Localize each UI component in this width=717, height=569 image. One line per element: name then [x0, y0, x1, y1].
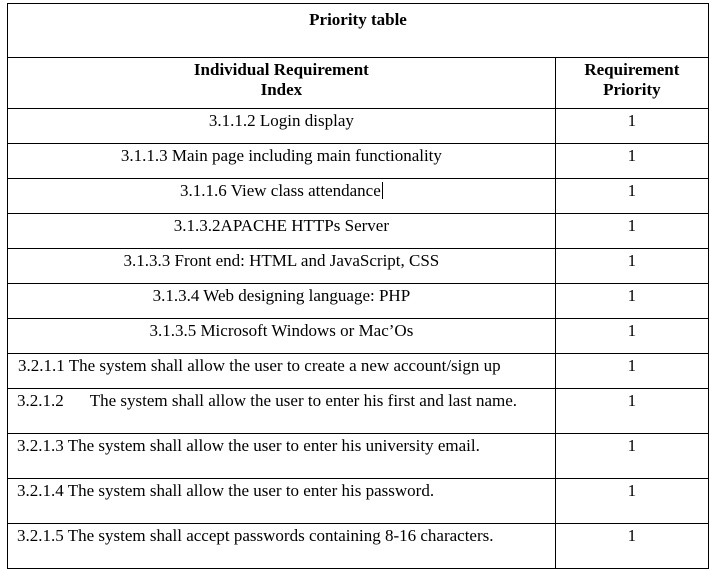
requirement-index-text: 3.1.1.6 View class attendance	[180, 181, 381, 200]
requirement-index-number: 3.2.1.2	[17, 391, 64, 410]
requirement-index-cell: 3.1.3.5 Microsoft Windows or Mac’Os	[8, 319, 556, 354]
priority-cell: 1	[555, 144, 708, 179]
header-requirement-priority	[555, 58, 708, 109]
header-requirement-index	[8, 58, 556, 109]
table-row	[8, 389, 709, 434]
priority-cell: 1	[555, 479, 708, 524]
requirement-index-cell: 3.2.1.4 The system shall allow the user to enter his password.	[8, 479, 556, 524]
priority-cell: 1	[555, 319, 708, 354]
title-row	[8, 4, 709, 58]
header-row	[8, 58, 709, 109]
table-title: Priority table	[8, 4, 709, 58]
priority-cell: 1	[555, 524, 708, 569]
table-row	[8, 179, 709, 214]
priority-table	[7, 3, 709, 569]
requirement-index-cell: 3.1.1.3 Main page including main functionality	[8, 144, 556, 179]
requirement-index-text: The system shall allow the user to enter his first and last name.	[89, 391, 518, 410]
header-col2-line1: Requirement	[584, 60, 680, 79]
requirement-index-cell	[8, 389, 556, 434]
header-col1-line2: Index	[260, 80, 303, 99]
priority-cell: 1	[555, 434, 708, 479]
requirement-index-cell: 3.1.3.2APACHE HTTPs Server	[8, 214, 556, 249]
priority-cell: 1	[555, 179, 708, 214]
priority-cell: 1	[555, 109, 708, 144]
priority-cell: 1	[555, 389, 708, 434]
priority-cell: 1	[555, 354, 708, 389]
header-col2-line2: Priority	[603, 80, 661, 99]
header-col1-line1: Individual Requirement	[193, 60, 369, 79]
table-row	[8, 144, 709, 179]
table-row	[8, 319, 709, 354]
table-row	[8, 479, 709, 524]
table-row	[8, 109, 709, 144]
requirement-index-cell	[8, 179, 556, 214]
text-cursor	[382, 182, 383, 199]
requirement-index-cell: 3.1.3.3 Front end: HTML and JavaScript, CSS	[8, 249, 556, 284]
table-row	[8, 284, 709, 319]
table-row	[8, 524, 709, 569]
table-row	[8, 214, 709, 249]
table-row	[8, 354, 709, 389]
priority-cell: 1	[555, 284, 708, 319]
priority-cell: 1	[555, 214, 708, 249]
requirement-index-cell: 3.2.1.3 The system shall allow the user to enter his university email.	[8, 434, 556, 479]
requirement-index-cell: 3.2.1.1 The system shall allow the user to create a new account/sign up	[8, 354, 556, 389]
priority-cell: 1	[555, 249, 708, 284]
requirement-index-cell: 3.1.1.2 Login display	[8, 109, 556, 144]
requirement-index-cell: 3.2.1.5 The system shall accept passwords containing 8-16 characters.	[8, 524, 556, 569]
table-row	[8, 434, 709, 479]
requirement-index-cell: 3.1.3.4 Web designing language: PHP	[8, 284, 556, 319]
table-row	[8, 249, 709, 284]
